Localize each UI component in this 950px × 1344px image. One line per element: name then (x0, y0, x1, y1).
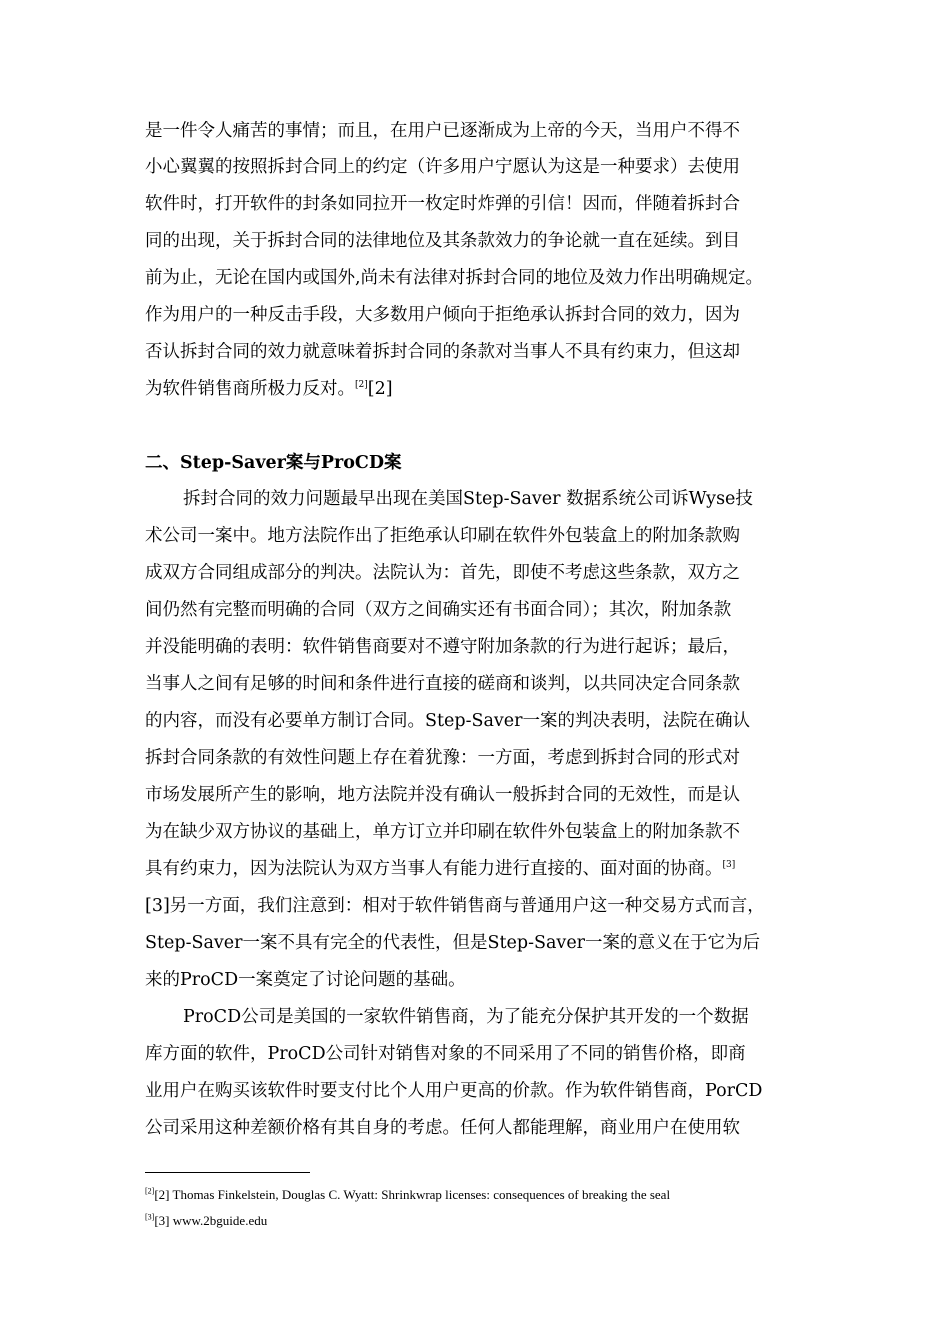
footnote (145, 1186, 670, 1204)
footnote-separator (145, 1172, 310, 1173)
body-line: 成双方合同组成部分的判决。法院认为：首先，即使不考虑这些条款，双方之 (145, 563, 740, 583)
citation-superscript[interactable]: [3] (722, 860, 736, 871)
body-line: 业用户在购买该软件时要支付比个人用户更高的价款。作为软件销售商，PorCD (145, 1081, 763, 1101)
body-line: 同的出现，关于拆封合同的法律地位及其条款效力的争论就一直在延续。到目 (145, 231, 740, 251)
body-line: 的内容，而没有必要单方制订合同。Step-Saver一案的判决表明，法院在确认 (145, 711, 751, 731)
footnote (145, 1212, 267, 1230)
footnote-text: [2] Thomas Finkelstein, Douglas C. Wyatt: Shrinkwrap licenses: consequences of breaking the seal (154, 1187, 671, 1202)
body-line: 库方面的软件，ProCD公司针对销售对象的不同采用了不同的销售价格，即商 (145, 1044, 746, 1064)
body-line-with-citation (145, 857, 735, 881)
body-line: 小心翼翼的按照拆封合同上的约定（许多用户宁愿认为这是一种要求）去使用 (145, 157, 740, 177)
citation-inline: [2] (367, 379, 393, 399)
footnote-marker: [2] (145, 1186, 155, 1196)
body-line: 并没能明确的表明：软件销售商要对不遵守附加条款的行为进行起诉；最后， (145, 637, 740, 657)
citation-superscript[interactable]: [2] (355, 380, 368, 391)
body-line: 前为止，无论在国内或国外,尚未有法律对拆封合同的地位及效力作出明确规定。 (145, 268, 764, 288)
body-line-with-citation (145, 377, 393, 401)
footnote-text: [3] www.2bguide.edu (154, 1213, 268, 1228)
body-line: 是一件令人痛苦的事情；而且，在用户已逐渐成为上帝的今天，当用户不得不 (145, 121, 740, 141)
body-line: 为在缺少双方协议的基础上，单方订立并印刷在软件外包装盒上的附加条款不 (145, 822, 740, 842)
footnote-marker: [3] (145, 1212, 155, 1222)
body-line: 作为用户的一种反击手段，大多数用户倾向于拒绝承认拆封合同的效力，因为 (145, 305, 740, 325)
body-line: ProCD公司是美国的一家软件销售商，为了能充分保护其开发的一个数据 (183, 1007, 749, 1027)
body-line: 术公司一案中。地方法院作出了拒绝承认印刷在软件外包装盒上的附加条款购 (145, 526, 740, 546)
body-line: 间仍然有完整而明确的合同（双方之间确实还有书面合同）；其次，附加条款 (145, 600, 732, 620)
body-line: [3]另一方面，我们注意到：相对于软件销售商与普通用户这一种交易方式而言， (145, 896, 765, 916)
section-heading: 二、Step-Saver案与ProCD案 (145, 453, 402, 473)
body-line: 市场发展所产生的影响，地方法院并没有确认一般拆封合同的无效性，而是认 (145, 785, 740, 805)
body-line: 当事人之间有足够的时间和条件进行直接的磋商和谈判，以共同决定合同条款 (145, 674, 740, 694)
body-line: Step-Saver一案不具有完全的代表性，但是Step-Saver一案的意义在于它为后 (145, 933, 761, 953)
body-text: 为软件销售商所极力反对。 (145, 379, 355, 399)
body-line: 来的ProCD一案奠定了讨论问题的基础。 (145, 970, 466, 990)
body-text: 具有约束力，因为法院认为双方当事人有能力进行直接的、面对面的协商。 (145, 859, 723, 879)
body-line: 拆封合同的效力问题最早出现在美国Step-Saver 数据系统公司诉Wyse技 (183, 489, 753, 509)
body-line: 拆封合同条款的有效性问题上存在着犹豫：一方面，考虑到拆封合同的形式对 (145, 748, 740, 768)
body-line: 否认拆封合同的效力就意味着拆封合同的条款对当事人不具有约束力，但这却 (145, 342, 740, 362)
body-line: 软件时，打开软件的封条如同拉开一枚定时炸弹的引信！因而，伴随着拆封合 (145, 194, 740, 214)
body-line: 公司采用这种差额价格有其自身的考虑。任何人都能理解，商业用户在使用软 (145, 1118, 740, 1138)
